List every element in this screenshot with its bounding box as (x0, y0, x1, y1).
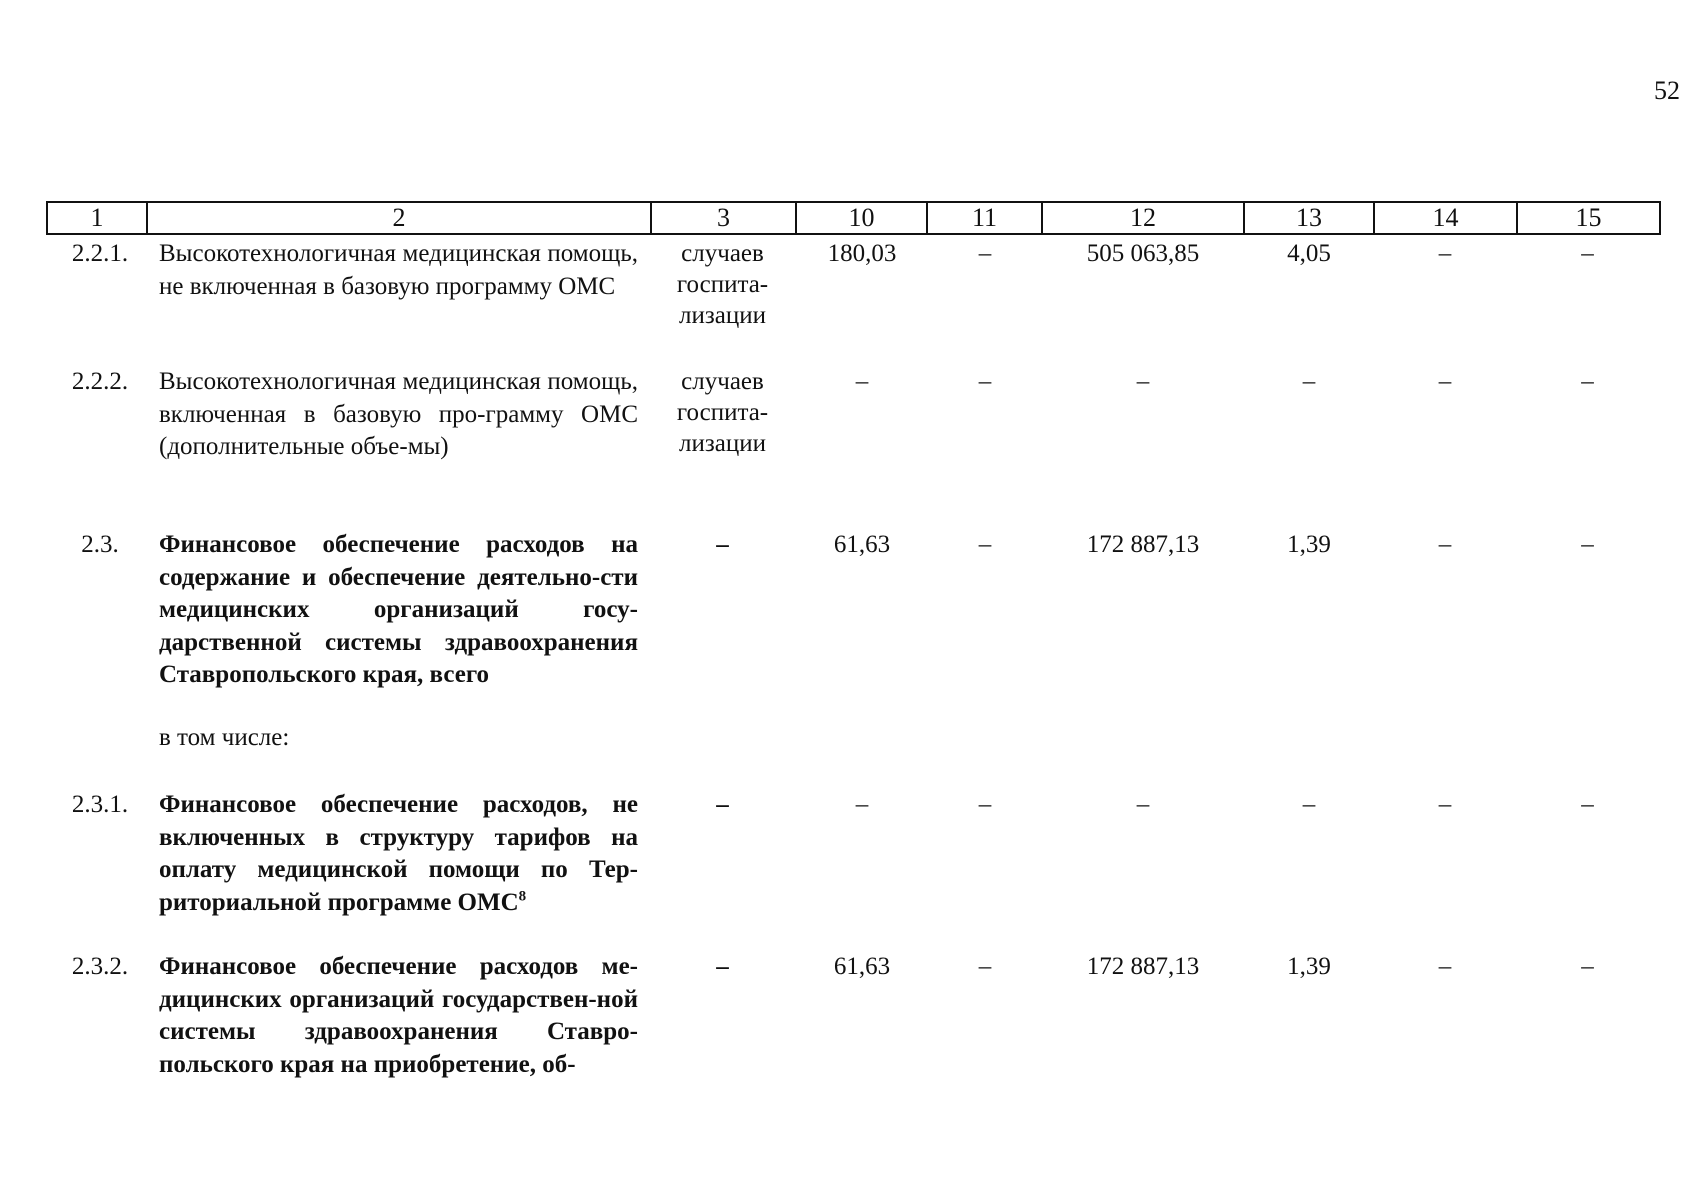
cell-col-10: – (855, 368, 869, 395)
sublabel-including: в том числе: (159, 724, 290, 751)
cell-col-13: – (1302, 368, 1316, 395)
cell-col-10: 180,03 (827, 240, 897, 267)
row-unit: – (716, 531, 729, 558)
cell-col-15: – (1581, 240, 1594, 267)
cell-col-11: – (978, 791, 992, 818)
cell-col-13: – (1302, 791, 1316, 818)
cell-col-15: – (1581, 791, 1594, 818)
column-header-11: 11 (927, 202, 1042, 234)
footnote-marker: 8 (518, 888, 527, 905)
cell-col-13: 1,39 (1287, 953, 1331, 980)
row-number: 2.3.2. (71, 953, 129, 980)
cell-col-13: 4,05 (1287, 240, 1331, 267)
row-unit: случаев госпита-лизации (676, 368, 769, 457)
row-description-text: Финансовое обеспечение расходов, не включенных в структуру тарифов на оплату медицинской помощи по Тер-риториальной программе ОМС (159, 791, 638, 916)
row-unit: – (716, 953, 729, 980)
row-unit: – (716, 791, 729, 818)
column-header-13: 13 (1244, 202, 1374, 234)
cell-col-15: – (1581, 368, 1594, 395)
cell-col-14: – (1438, 791, 1452, 818)
cell-col-10: – (855, 791, 869, 818)
row-description: Высокотехнологичная медицинская помощь, не включенная в базовую программу ОМС (159, 240, 638, 300)
row-number: 2.3. (81, 531, 119, 558)
cell-col-12: – (1136, 368, 1150, 395)
column-header-2: 2 (147, 202, 651, 234)
cell-col-11: – (978, 240, 992, 267)
cell-col-12: 172 887,13 (1086, 953, 1200, 980)
row-number: 2.3.1. (71, 791, 129, 818)
row-number: 2.2.1. (71, 240, 129, 267)
cell-col-14: – (1438, 368, 1452, 395)
cell-col-14: – (1438, 953, 1452, 980)
cell-col-12: – (1136, 791, 1150, 818)
column-header-3: 3 (651, 202, 796, 234)
row-description: Финансовое обеспечение расходов ме-дицинских организаций государствен-ной системы здравоохранения Ставро-польского края на приобретение, об- (159, 953, 638, 1078)
column-header-15: 15 (1517, 202, 1660, 234)
row-description: Финансовое обеспечение расходов на содержание и обеспечение деятельно-сти медицинских организаций госу-дарственной системы здравоохранения Ставропольского края, всего (159, 531, 638, 688)
row-description: Высокотехнологичная медицинская помощь, включенная в базовую про-грамму ОМС (дополнительные объе-мы) (159, 368, 638, 460)
cell-col-15: – (1581, 531, 1594, 558)
cell-col-14: – (1438, 240, 1452, 267)
cell-col-12: 172 887,13 (1086, 531, 1200, 558)
cell-col-12: 505 063,85 (1086, 240, 1200, 267)
row-number: 2.2.2. (71, 368, 129, 395)
cell-col-15: – (1581, 953, 1594, 980)
column-header-10: 10 (796, 202, 927, 234)
column-header-14: 14 (1374, 202, 1517, 234)
column-header-table (46, 201, 1661, 235)
cell-col-10: 61,63 (833, 531, 891, 558)
cell-col-13: 1,39 (1287, 531, 1331, 558)
row-unit: случаев госпита-лизации (676, 240, 769, 329)
cell-col-11: – (978, 531, 992, 558)
cell-col-10: 61,63 (833, 953, 891, 980)
cell-col-14: – (1438, 531, 1452, 558)
page-number: 52 (1654, 76, 1680, 105)
column-header-1: 1 (47, 202, 147, 234)
cell-col-11: – (978, 368, 992, 395)
column-header-12: 12 (1042, 202, 1244, 234)
row-description (159, 789, 638, 919)
cell-col-11: – (978, 953, 992, 980)
